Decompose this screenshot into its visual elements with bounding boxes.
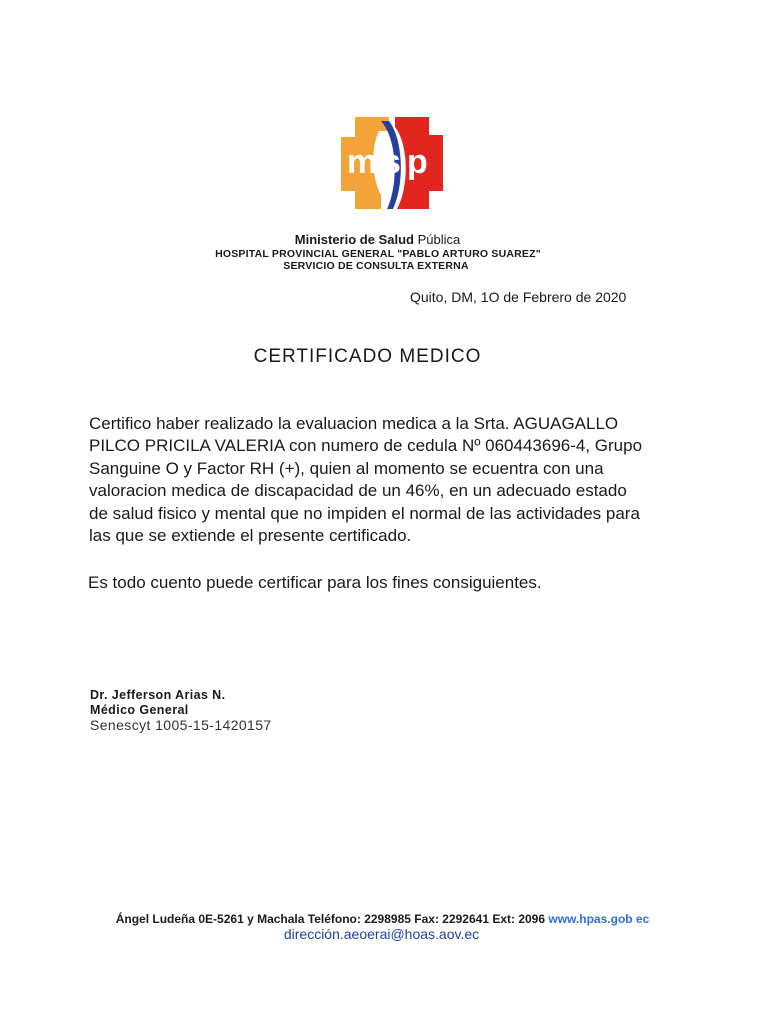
svg-text:m: m	[347, 143, 378, 181]
doctor-name: Dr. Jefferson Arias N.	[90, 688, 226, 702]
svg-text:p: p	[407, 143, 428, 181]
document-date: Quito, DM, 1O de Febrero de 2020	[410, 289, 627, 305]
msp-logo-icon	[337, 117, 447, 209]
certificate-closing: Es todo cuento puede certificar para los fines consiguientes.	[88, 573, 542, 592]
ministry-header	[0, 232, 768, 272]
footer-website-link[interactable]: www.hpas.gob ec	[548, 912, 650, 926]
footer-email-link[interactable]: dirección.aeoerai@hoas.aov.ec	[283, 926, 480, 942]
msp-logo	[337, 117, 447, 209]
doctor-role: Médico General	[90, 703, 189, 717]
footer-address: Ángel Ludeña 0E-5261 y Machala Teléfono: 2298985 Fax: 2292641 Ext: 2096	[115, 912, 546, 926]
hospital-name: HOSPITAL PROVINCIAL GENERAL "PABLO ARTURO SUAREZ"	[215, 248, 541, 260]
certificate-body: Certifico haber realizado la evaluacion medica a la Srta. AGUAGALLO PILCO PRICILA VALERIA con numero de cedula Nº 060443696-4, Grupo Sanguine O y Factor RH (+), quien al momento se ecuentra con una valoracion medica de discapacidad de un 46%, en un adecuado estado de salud fisico y mental que no impiden el normal de las actividades para las que se extiende el presente certificado.	[89, 414, 643, 546]
ministry-name-light: Pública	[417, 232, 461, 247]
ministry-name-bold: Ministerio de Salud	[294, 232, 414, 247]
svg-text:s: s	[382, 143, 401, 181]
document-title: CERTIFICADO MEDICO	[253, 346, 482, 367]
footer	[0, 912, 768, 942]
service-name: SERVICIO DE CONSULTA EXTERNA	[283, 260, 469, 272]
doctor-registration: Senescyt 1005-15-1420157	[90, 717, 272, 733]
ministry-name	[0, 232, 768, 247]
signature-block	[90, 688, 272, 733]
